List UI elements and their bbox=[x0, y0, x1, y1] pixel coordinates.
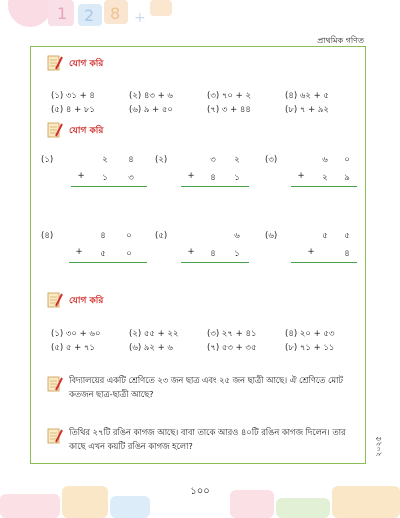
problem: (৫) ৫ + ৭১ bbox=[51, 343, 95, 353]
digit: ৪ bbox=[344, 249, 350, 259]
problem: (২) ৪৩ + ৬ bbox=[129, 91, 173, 101]
problem: (৪) ২০ + ৫৩ bbox=[285, 329, 335, 339]
section-1-row-1 bbox=[51, 89, 363, 103]
problem: (৮) ৭ + ৯২ bbox=[285, 105, 329, 115]
vertical-problem-2 bbox=[155, 153, 265, 193]
notepad-pencil-icon bbox=[47, 54, 63, 72]
svg-text:2: 2 bbox=[84, 6, 95, 25]
section-3-row-1 bbox=[51, 327, 363, 341]
problem-number: (৪) bbox=[41, 231, 54, 241]
section-1-title: যোগ করি bbox=[69, 58, 104, 69]
digit: ২ bbox=[322, 173, 328, 183]
digit: ৪ bbox=[100, 231, 106, 241]
digit: ৫ bbox=[344, 231, 350, 241]
digit: ২ bbox=[102, 155, 108, 165]
notepad-pencil-icon bbox=[47, 427, 63, 445]
exercise-frame bbox=[30, 46, 366, 464]
digit: ৯ bbox=[344, 173, 350, 183]
section-3-title: যোগ করি bbox=[69, 295, 104, 306]
plus-sign: + bbox=[187, 247, 195, 257]
answer-line bbox=[71, 186, 147, 187]
problem-number: (১) bbox=[41, 155, 54, 165]
answer-line bbox=[181, 262, 249, 263]
answer-line bbox=[181, 186, 249, 187]
digit: ৪ bbox=[128, 155, 134, 165]
vertical-problem-1 bbox=[41, 153, 151, 193]
digit: ২ bbox=[234, 155, 240, 165]
svg-text:+: + bbox=[134, 10, 146, 26]
problem: (৫) ৪ + ৮১ bbox=[51, 105, 95, 115]
section-2-title: যোগ করি bbox=[69, 125, 104, 136]
digit: ৫ bbox=[100, 249, 106, 259]
section-2-heading bbox=[47, 121, 103, 139]
problem-number: (৬) bbox=[265, 231, 278, 241]
problem: (৪) ৬২ + ৫ bbox=[285, 91, 329, 101]
word-problem-text: বিদ্যালয়ের একটি শ্রেণিতে ২৩ জন ছাত্র এবং ২৫ জন ছাত্রী আছে। ঐ শ্রেণিতে মোট কতজন ছাত্র-ছাত্রী আছে? bbox=[69, 375, 343, 399]
problem-number: (৫) bbox=[155, 231, 168, 241]
problem: (৬) ৯ + ৫০ bbox=[129, 105, 173, 115]
word-problem-2 bbox=[47, 425, 359, 453]
bottom-decoration bbox=[0, 472, 400, 518]
word-problem-1 bbox=[47, 373, 359, 401]
plus-sign: + bbox=[187, 171, 195, 181]
digit: ৬ bbox=[322, 155, 328, 165]
vertical-problem-5 bbox=[155, 229, 265, 269]
problem: (৭) ৫৩ + ৩৫ bbox=[207, 343, 257, 353]
svg-text:8: 8 bbox=[110, 4, 121, 23]
digit: ০ bbox=[126, 231, 132, 241]
digit: ৬ bbox=[234, 231, 240, 241]
plus-sign: + bbox=[77, 171, 85, 181]
notepad-pencil-icon bbox=[47, 375, 63, 393]
vertical-problem-3 bbox=[265, 153, 365, 193]
digit: ৩ bbox=[128, 173, 134, 183]
problem: (৮) ৭১ + ১১ bbox=[285, 343, 335, 353]
digit: ১ bbox=[102, 173, 108, 183]
page-number: ১০০ bbox=[190, 486, 210, 497]
answer-line bbox=[291, 186, 357, 187]
plus-sign: + bbox=[297, 171, 305, 181]
section-1-row-2 bbox=[51, 103, 363, 117]
problem-number: (২) bbox=[155, 155, 168, 165]
answer-line bbox=[291, 262, 357, 263]
section-3-row-2 bbox=[51, 341, 363, 355]
problem: (৭) ৩ + ৪৪ bbox=[207, 105, 251, 115]
digit: ৪ bbox=[210, 249, 216, 259]
section-1-heading bbox=[47, 54, 103, 72]
problem: (৩) ২৭ + ৪১ bbox=[207, 329, 257, 339]
digit: ১ bbox=[234, 173, 240, 183]
digit: ৫ bbox=[322, 231, 328, 241]
problem: (১) ৩০ + ৬০ bbox=[51, 329, 101, 339]
vertical-problem-4 bbox=[41, 229, 151, 269]
digit: ০ bbox=[344, 155, 350, 165]
digit: ৩ bbox=[210, 155, 216, 165]
vertical-problem-6 bbox=[265, 229, 365, 269]
book-title: প্রাথমিক গণিত bbox=[317, 36, 364, 45]
problem: (৬) ৯২ + ৬ bbox=[129, 343, 173, 353]
section-3-heading bbox=[47, 291, 103, 309]
digit: ১ bbox=[234, 249, 240, 259]
problem: (৩) ৭০ + ২ bbox=[207, 91, 251, 101]
word-problem-text: তিথির ২৭টি রঙিন কাগজ আছে। বাবা তাকে আরও ৪০টি রঙিন কাগজ দিলেন। তার কাছে এখন কয়টি রঙিন কাগজ হলো? bbox=[69, 427, 346, 451]
digit: ৪ bbox=[210, 173, 216, 183]
notepad-pencil-icon bbox=[47, 121, 63, 139]
svg-text:1: 1 bbox=[57, 4, 68, 23]
side-year: ২০২৫ bbox=[374, 436, 384, 457]
problem-number: (৩) bbox=[265, 155, 278, 165]
answer-line bbox=[69, 262, 147, 263]
problem: (১) ৩১ + ৪ bbox=[51, 91, 95, 101]
notepad-pencil-icon bbox=[47, 291, 63, 309]
problem: (২) ৫৫ + ২২ bbox=[129, 329, 179, 339]
digit: ০ bbox=[126, 249, 132, 259]
plus-sign: + bbox=[307, 247, 315, 257]
plus-sign: + bbox=[75, 247, 83, 257]
